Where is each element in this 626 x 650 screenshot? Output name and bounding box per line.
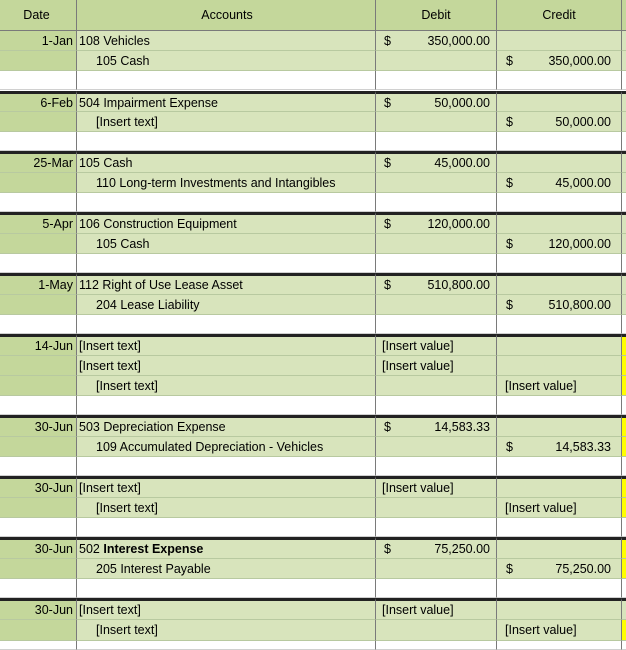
header-date[interactable]: Date	[0, 0, 77, 31]
table-row	[0, 579, 626, 598]
currency-symbol: $	[384, 156, 391, 170]
table-row	[0, 559, 626, 579]
currency-symbol: $	[384, 542, 391, 556]
credit-cell[interactable]	[497, 559, 622, 579]
credit-cell[interactable]: [Insert value]	[497, 498, 622, 518]
debit-cell[interactable]	[376, 415, 497, 437]
date-cell[interactable]: 25-Mar	[0, 151, 77, 173]
header-credit[interactable]: Credit	[497, 0, 622, 31]
credit-amount: 14,583.33	[555, 439, 611, 454]
credit-cell[interactable]	[497, 112, 622, 132]
debit-amount: 45,000.00	[434, 156, 490, 170]
table-row	[0, 254, 626, 273]
debit-cell[interactable]	[376, 31, 497, 51]
table-row	[0, 641, 626, 650]
table-row	[0, 334, 626, 356]
currency-symbol: $	[384, 278, 391, 292]
debit-cell[interactable]	[376, 537, 497, 559]
account-cell[interactable]: 105 Cash	[77, 234, 376, 254]
date-cell[interactable]: 30-Jun	[0, 415, 77, 437]
account-cell[interactable]: [Insert text]	[77, 376, 376, 396]
currency-symbol: $	[506, 297, 513, 312]
debit-cell[interactable]: [Insert value]	[376, 476, 497, 498]
debit-amount: 14,583.33	[434, 420, 490, 434]
table-row	[0, 295, 626, 315]
currency-symbol: $	[384, 217, 391, 231]
table-row	[0, 234, 626, 254]
debit-cell[interactable]: [Insert value]	[376, 334, 497, 356]
table-row	[0, 415, 626, 437]
date-cell[interactable]: 30-Jun	[0, 476, 77, 498]
account-cell[interactable]: 108 Vehicles	[77, 31, 376, 51]
date-cell[interactable]: 6-Feb	[0, 91, 77, 112]
account-cell[interactable]: 112 Right of Use Lease Asset	[77, 273, 376, 295]
credit-amount: 75,250.00	[555, 561, 611, 576]
credit-cell[interactable]	[497, 173, 622, 193]
debit-cell[interactable]: [Insert value]	[376, 356, 497, 376]
account-cell[interactable]: 105 Cash	[77, 151, 376, 173]
account-name: Interest Expense	[103, 542, 204, 556]
debit-amount: 50,000.00	[434, 95, 490, 110]
date-cell[interactable]: 1-May	[0, 273, 77, 295]
account-cell[interactable]: 105 Cash	[77, 51, 376, 71]
credit-cell[interactable]	[497, 91, 622, 112]
date-cell[interactable]: 5-Apr	[0, 212, 77, 234]
account-cell[interactable]: 109 Accumulated Depreciation - Vehicles	[77, 437, 376, 457]
account-cell[interactable]: [Insert text]	[77, 476, 376, 498]
table-row	[0, 51, 626, 71]
debit-amount: 120,000.00	[427, 217, 490, 231]
table-row	[0, 315, 626, 334]
table-row	[0, 151, 626, 173]
debit-cell[interactable]	[376, 212, 497, 234]
credit-cell[interactable]	[497, 234, 622, 254]
table-row	[0, 31, 626, 51]
table-row	[0, 620, 626, 641]
debit-cell[interactable]	[376, 91, 497, 112]
account-cell[interactable]: 110 Long-term Investments and Intangibles	[77, 173, 376, 193]
table-row	[0, 212, 626, 234]
header-row	[0, 0, 626, 31]
currency-symbol: $	[506, 439, 513, 454]
credit-amount: 45,000.00	[555, 175, 611, 190]
credit-amount: 120,000.00	[548, 236, 611, 251]
account-cell[interactable]: 204 Lease Liability	[77, 295, 376, 315]
header-accounts[interactable]: Accounts	[77, 0, 376, 31]
account-cell[interactable]	[77, 537, 376, 559]
currency-symbol: $	[384, 420, 391, 434]
credit-cell[interactable]	[497, 31, 622, 51]
date-cell[interactable]: 30-Jun	[0, 598, 77, 620]
account-cell[interactable]: 503 Depreciation Expense	[77, 415, 376, 437]
account-cell[interactable]: [Insert text]	[77, 498, 376, 518]
date-cell[interactable]: 30-Jun	[0, 537, 77, 559]
currency-symbol: $	[506, 175, 513, 190]
account-cell[interactable]: [Insert text]	[77, 356, 376, 376]
account-code: 502	[79, 542, 100, 556]
currency-symbol: $	[384, 33, 391, 48]
account-cell[interactable]: 106 Construction Equipment	[77, 212, 376, 234]
table-row	[0, 356, 626, 376]
table-row	[0, 396, 626, 415]
table-row	[0, 476, 626, 498]
table-row	[0, 437, 626, 457]
credit-cell[interactable]: [Insert value]	[497, 620, 622, 641]
credit-amount: 50,000.00	[555, 114, 611, 129]
currency-symbol: $	[384, 95, 391, 110]
table-row	[0, 537, 626, 559]
currency-symbol: $	[506, 236, 513, 251]
debit-cell[interactable]	[376, 51, 497, 71]
account-cell[interactable]: [Insert text]	[77, 598, 376, 620]
date-cell[interactable]	[0, 51, 77, 71]
table-row	[0, 518, 626, 537]
table-row	[0, 498, 626, 518]
table-row	[0, 132, 626, 151]
account-cell[interactable]: 504 Impairment Expense	[77, 91, 376, 112]
account-cell[interactable]: [Insert text]	[77, 620, 376, 641]
date-cell[interactable]: 14-Jun	[0, 334, 77, 356]
table-row	[0, 598, 626, 620]
debit-cell[interactable]	[376, 273, 497, 295]
debit-amount: 350,000.00	[427, 33, 490, 48]
credit-cell[interactable]	[497, 437, 622, 457]
credit-amount: 350,000.00	[548, 53, 611, 68]
credit-cell[interactable]: [Insert value]	[497, 376, 622, 396]
currency-symbol: $	[506, 53, 513, 68]
table-row	[0, 71, 626, 90]
table-row	[0, 273, 626, 295]
table-row	[0, 193, 626, 212]
debit-amount: 510,800.00	[427, 278, 490, 292]
credit-amount: 510,800.00	[548, 297, 611, 312]
table-row	[0, 112, 626, 132]
credit-cell[interactable]	[497, 295, 622, 315]
table-row	[0, 376, 626, 396]
table-row	[0, 91, 626, 112]
account-cell[interactable]: [Insert text]	[77, 112, 376, 132]
account-cell[interactable]: [Insert text]	[77, 334, 376, 356]
debit-amount: 75,250.00	[434, 542, 490, 556]
debit-cell[interactable]: [Insert value]	[376, 598, 497, 620]
currency-symbol: $	[506, 114, 513, 129]
table-row	[0, 457, 626, 476]
currency-symbol: $	[506, 561, 513, 576]
header-debit[interactable]: Debit	[376, 0, 497, 31]
debit-cell[interactable]	[376, 151, 497, 173]
date-cell[interactable]: 1-Jan	[0, 31, 77, 51]
credit-cell[interactable]	[497, 51, 622, 71]
table-row	[0, 173, 626, 193]
account-cell[interactable]: 205 Interest Payable	[77, 559, 376, 579]
